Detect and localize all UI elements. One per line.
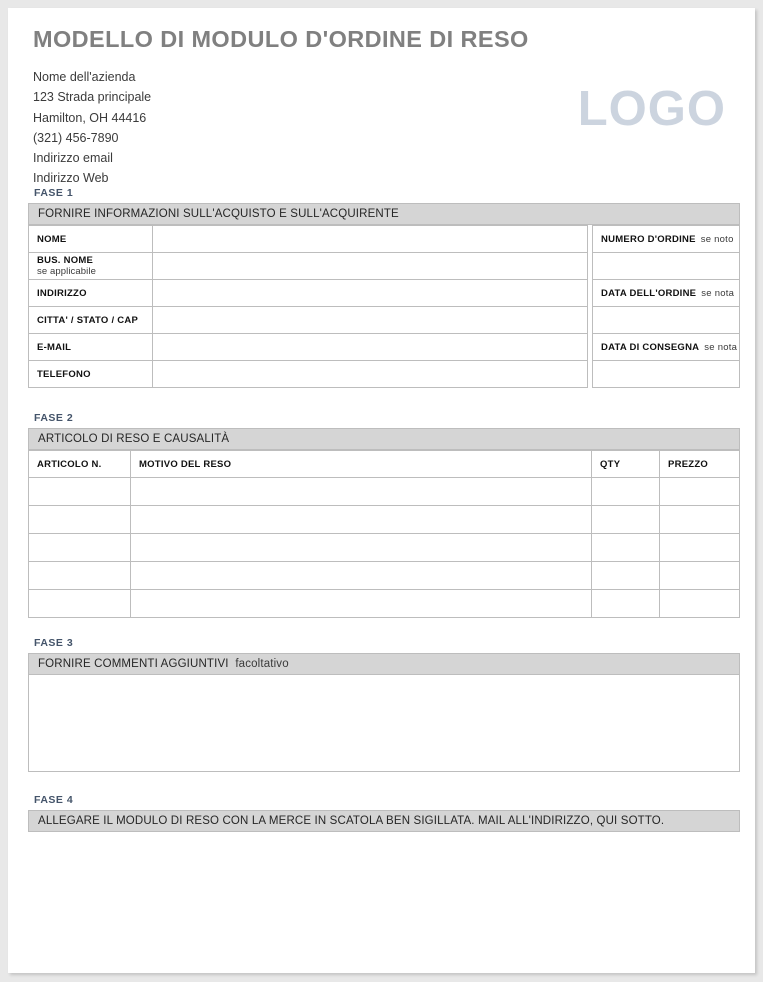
table-row xyxy=(593,253,740,280)
step-label-fase-1: FASE 1 xyxy=(34,187,74,199)
cell-qty[interactable] xyxy=(592,534,660,562)
table-row xyxy=(593,334,740,361)
field-input-data-ordine[interactable] xyxy=(593,307,740,334)
cell-motivo-del-reso[interactable] xyxy=(131,478,592,506)
table-row xyxy=(593,280,740,307)
column-header-articolo-n: ARTICOLO N. xyxy=(29,451,131,478)
cell-prezzo[interactable] xyxy=(660,506,740,534)
field-label-telefono: TELEFONO xyxy=(29,361,153,388)
cell-prezzo[interactable] xyxy=(660,562,740,590)
table-header-row xyxy=(29,451,740,478)
page-title: MODELLO DI MODULO D'ORDINE DI RESO xyxy=(33,26,529,52)
step-label-fase-2: FASE 2 xyxy=(34,412,74,424)
field-label-text: BUS. NOME xyxy=(37,255,94,266)
fase-1-tables xyxy=(28,225,740,388)
comments-textarea[interactable] xyxy=(28,675,740,772)
table-row xyxy=(29,280,588,307)
document-page xyxy=(8,8,755,973)
buyer-info-table xyxy=(28,225,588,388)
field-input-data-consegna[interactable] xyxy=(593,361,740,388)
cell-qty[interactable] xyxy=(592,562,660,590)
cell-articolo-n[interactable] xyxy=(29,506,131,534)
field-input-telefono[interactable] xyxy=(153,361,588,388)
section-banner-fase-4: ALLEGARE IL MODULO DI RESO CON LA MERCE IN SCATOLA BEN SIGILLATA. MAIL ALL'INDIRIZZO, QUI SOTTO. xyxy=(28,810,740,832)
cell-articolo-n[interactable] xyxy=(29,562,131,590)
cell-prezzo[interactable] xyxy=(660,478,740,506)
table-row xyxy=(29,361,588,388)
field-label-data-consegna xyxy=(593,334,740,361)
field-label-indirizzo: INDIRIZZO xyxy=(29,280,153,307)
field-label-note: se nota xyxy=(704,341,738,353)
section-banner-fase-3 xyxy=(28,653,740,675)
table-row xyxy=(29,307,588,334)
cell-articolo-n[interactable] xyxy=(29,478,131,506)
section-banner-fase-1: FORNIRE INFORMAZIONI SULL'ACQUISTO E SULL'ACQUIRENTE xyxy=(28,203,740,225)
table-row xyxy=(29,562,740,590)
cell-prezzo[interactable] xyxy=(660,590,740,618)
company-line: Indirizzo Web xyxy=(33,171,109,186)
field-input-bus-nome[interactable] xyxy=(153,253,588,280)
spacer xyxy=(28,388,740,412)
cell-qty[interactable] xyxy=(592,590,660,618)
field-input-email[interactable] xyxy=(153,334,588,361)
spacer xyxy=(28,772,740,794)
table-row xyxy=(29,478,740,506)
table-row xyxy=(29,226,588,253)
field-input-numero-ordine[interactable] xyxy=(593,253,740,280)
field-input-indirizzo[interactable] xyxy=(153,280,588,307)
field-label-note: se noto xyxy=(700,233,734,245)
field-label-note: se nota xyxy=(701,287,735,299)
table-row xyxy=(29,334,588,361)
field-label-nome: NOME xyxy=(29,226,153,253)
step-label-fase-4: FASE 4 xyxy=(34,794,74,806)
company-address-block xyxy=(33,67,151,189)
table-row xyxy=(29,590,740,618)
header-block xyxy=(28,67,740,187)
company-line: Hamilton, OH 44416 xyxy=(33,110,147,125)
company-line: 123 Strada principale xyxy=(33,90,152,105)
field-label-citta-stato-cap: CITTA' / STATO / CAP xyxy=(29,307,153,334)
table-row xyxy=(29,534,740,562)
cell-prezzo[interactable] xyxy=(660,534,740,562)
table-row xyxy=(29,506,740,534)
table-row xyxy=(593,361,740,388)
field-label-data-ordine xyxy=(593,280,740,307)
section-banner-note: facoltativo xyxy=(235,658,289,670)
buyer-info-table-wrapper xyxy=(28,225,588,388)
step-label-fase-3: FASE 3 xyxy=(34,637,74,649)
return-items-table xyxy=(28,450,740,618)
spacer xyxy=(28,618,740,637)
cell-qty[interactable] xyxy=(592,506,660,534)
field-label-text: DATA DELL'ORDINE xyxy=(601,287,697,299)
column-header-qty: QTY xyxy=(592,451,660,478)
cell-articolo-n[interactable] xyxy=(29,590,131,618)
logo-placeholder: LOGO xyxy=(577,82,726,136)
field-label-text: DATA DI CONSEGNA xyxy=(601,341,700,353)
table-row xyxy=(593,307,740,334)
cell-articolo-n[interactable] xyxy=(29,534,131,562)
company-line: (321) 456-7890 xyxy=(33,130,119,145)
cell-qty[interactable] xyxy=(592,478,660,506)
company-line: Indirizzo email xyxy=(33,151,113,166)
company-line: Nome dell'azienda xyxy=(33,70,136,84)
field-label-text: NUMERO D'ORDINE xyxy=(601,233,696,245)
section-banner-text: FORNIRE COMMENTI AGGIUNTIVI xyxy=(38,658,229,670)
cell-motivo-del-reso[interactable] xyxy=(131,590,592,618)
order-info-table-wrapper xyxy=(592,225,740,388)
field-label-email: E-MAIL xyxy=(29,334,153,361)
cell-motivo-del-reso[interactable] xyxy=(131,534,592,562)
table-row xyxy=(593,226,740,253)
cell-motivo-del-reso[interactable] xyxy=(131,562,592,590)
field-label-subtext: se applicabile xyxy=(37,266,96,277)
field-input-citta-stato-cap[interactable] xyxy=(153,307,588,334)
field-label-numero-ordine xyxy=(593,226,740,253)
table-row xyxy=(29,253,588,280)
column-header-motivo-del-reso: MOTIVO DEL RESO xyxy=(131,451,592,478)
field-input-nome[interactable] xyxy=(153,226,588,253)
cell-motivo-del-reso[interactable] xyxy=(131,506,592,534)
field-label-bus-nome xyxy=(29,253,153,280)
document-body xyxy=(28,26,740,832)
section-banner-fase-2: ARTICOLO DI RESO E CAUSALITÀ xyxy=(28,428,740,450)
column-header-prezzo: PREZZO xyxy=(660,451,740,478)
order-info-table xyxy=(592,225,740,388)
